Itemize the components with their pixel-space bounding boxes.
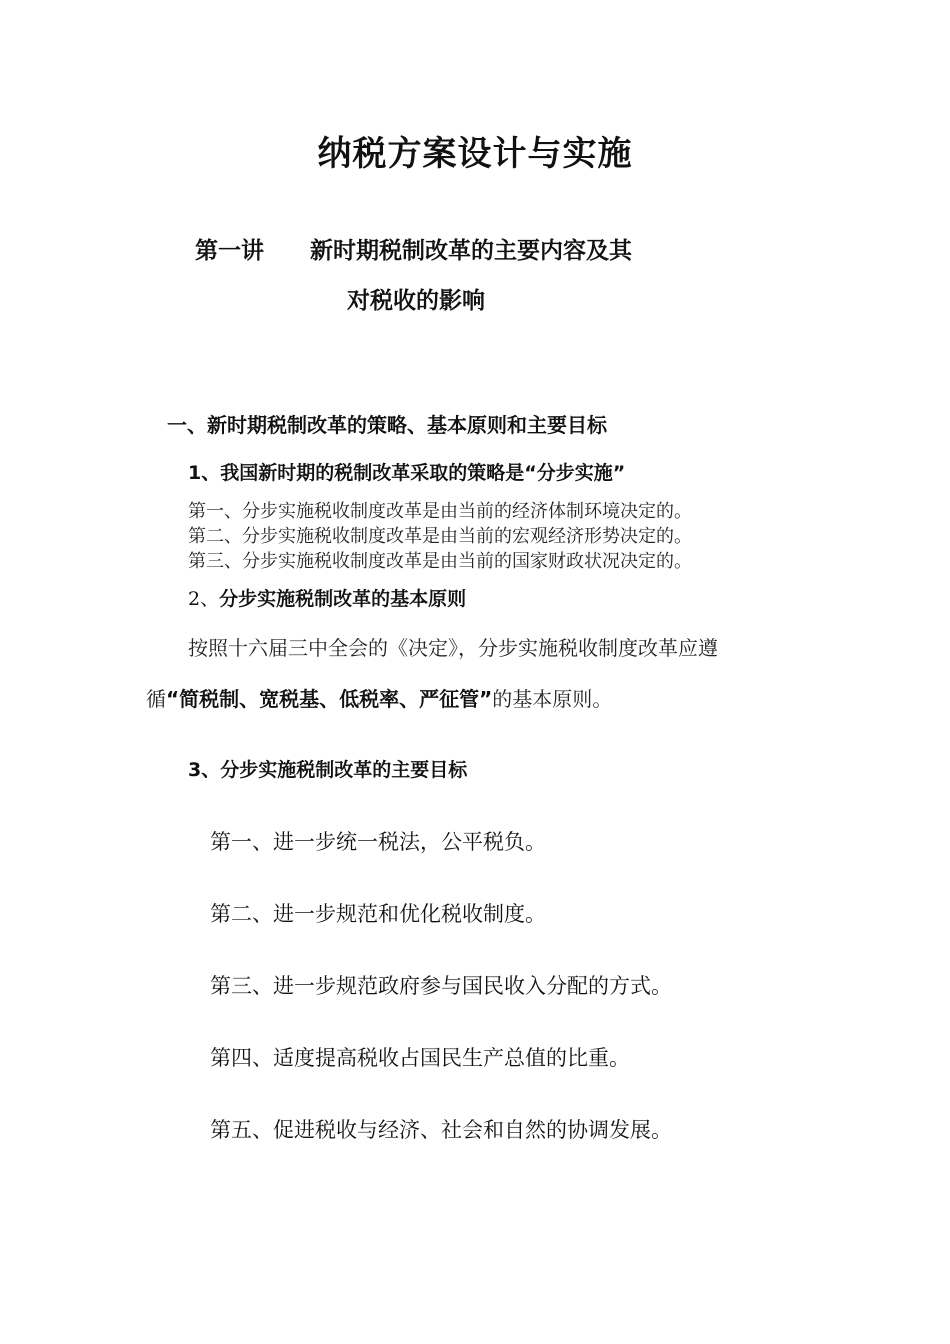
goal-item-3: 第三、进一步规范政府参与国民收入分配的方式。 <box>210 974 672 998</box>
subsection-heading-2 <box>188 585 466 613</box>
strategy-line-2: 第二、分步实施税收制度改革是由当前的宏观经济形势决定的。 <box>188 526 692 547</box>
goal-item-1: 第一、进一步统一税法，公平税负。 <box>210 830 546 854</box>
subsection-heading-1: 1、我国新时期的税制改革采取的策略是“分步实施” <box>188 462 626 484</box>
goal-item-2: 第二、进一步规范和优化税收制度。 <box>210 902 546 926</box>
lecture-title-line2: 对税收的影响 <box>347 288 485 314</box>
lecture-number: 第一讲 <box>195 238 264 264</box>
subsection-heading-2-number: 2、 <box>188 588 220 610</box>
strategy-line-3: 第三、分步实施税收制度改革是由当前的国家财政状况决定的。 <box>188 551 692 572</box>
lecture-title-line1: 新时期税制改革的主要内容及其 <box>310 238 632 264</box>
principle-paragraph-line2 <box>146 684 612 714</box>
document-title: 纳税方案设计与实施 <box>317 134 633 174</box>
section-heading: 一、新时期税制改革的策略、基本原则和主要目标 <box>167 413 607 437</box>
principle-pre: 循 <box>146 687 166 711</box>
principle-quote: “简税制、宽税基、低税率、严征管” <box>166 687 493 711</box>
goal-item-4: 第四、适度提高税收占国民生产总值的比重。 <box>210 1046 630 1070</box>
subsection-heading-3: 3、分步实施税制改革的主要目标 <box>188 759 468 781</box>
subsection-heading-2-text: 分步实施税制改革的基本原则 <box>219 588 467 610</box>
principle-paragraph-line1: 按照十六届三中全会的《决定》，分步实施税收制度改革应遵 <box>188 636 718 660</box>
goal-item-5: 第五、促进税收与经济、社会和自然的协调发展。 <box>210 1118 672 1142</box>
strategy-line-1: 第一、分步实施税收制度改革是由当前的经济体制环境决定的。 <box>188 501 692 522</box>
principle-post: 的基本原则。 <box>492 687 613 711</box>
